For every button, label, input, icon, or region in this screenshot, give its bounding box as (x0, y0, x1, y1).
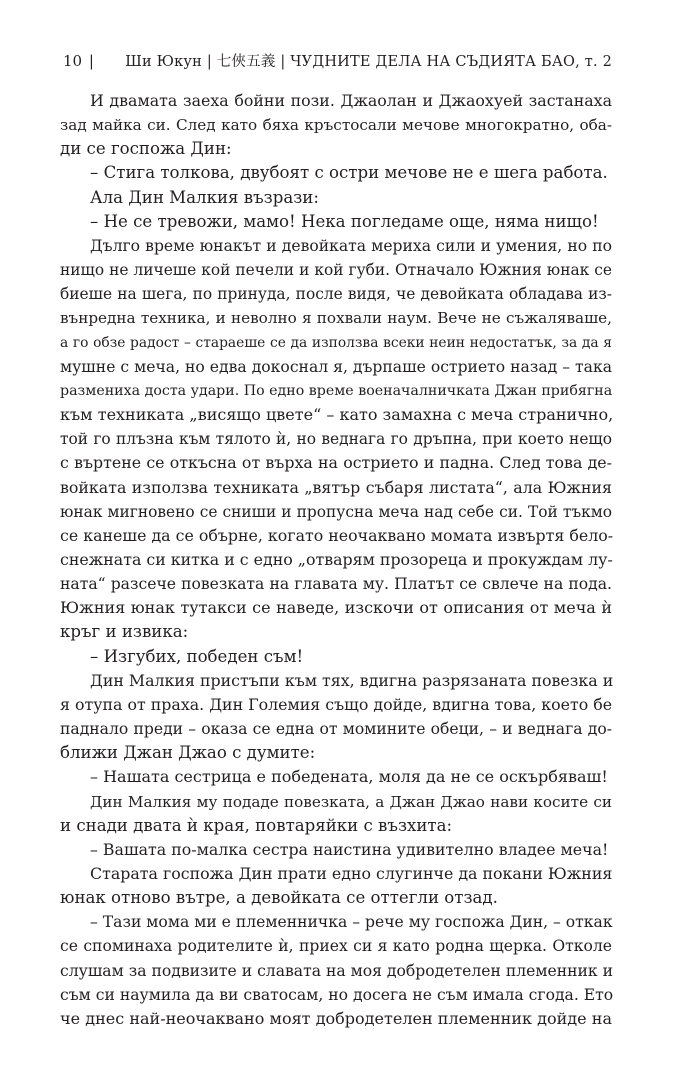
text-line: се канеше да се обърне, когато неочаквано момата извъртя бело- (60, 525, 614, 545)
text-line: Ала Дин Малкия възрази: (90, 187, 319, 207)
page-header (63, 50, 612, 72)
text-line: снежната си китка и с едно „отварям прозореца и прокуждам лу- (60, 549, 613, 569)
text-line: с въртене се откъсна от върха на острието и падна. След това де- (60, 453, 612, 473)
text-line: се споминаха родителите ѝ, приех си я като родна щерка. Отколе (60, 937, 612, 956)
text-line: Дин Малкия му подаде повезката, а Джан Джао нави косите си (90, 792, 612, 811)
text-line: я отупа от праха. Дин Големия също дойде, вдигна това, което бе (60, 694, 613, 714)
text-line: – Нашата сестрица е победената, моля да не се оскърбяваш! (90, 767, 608, 787)
text-line: юнак отново вътре, а девойката се оттегли отзад. (60, 888, 498, 908)
page-number: 10 | (63, 52, 94, 70)
text-line: – Вашата по-малка сестра наистина удивително владее меча! (90, 839, 609, 859)
text-line: Дълго време юнакът и девойката мериха сили и умения, но по (90, 236, 612, 255)
text-line: вънредна техника, и неволно я похвали наум. Вече не съжаляваше, (60, 309, 612, 328)
text-line: размениха доста удари. По едно време военачалничката Джан прибягна (60, 382, 613, 399)
text-line: кръг и извика: (60, 622, 189, 642)
text-line: Южния юнак тутакси се наведе, изскочи от описания от меча ѝ (60, 598, 612, 618)
text-line: паднало преди – оказа се една от момините обеци, – и веднага до- (60, 720, 612, 739)
text-line: Дин Малкия пристъпи към тях, вдигна разрязаната повезка и (90, 670, 614, 690)
text-line: и снади двата ѝ края, повтаряйки с възхита: (60, 815, 453, 835)
text-line: ди се госпожа Дин: (60, 139, 232, 159)
text-line: че днес най-неочаквано моят добродетелен племенник дойде на (60, 1008, 612, 1028)
text-line: слушам за подвизите и славата на моя добродетелен племенник и (60, 961, 613, 980)
text-line: биеше на шега, по принуда, после видя, че девойката обладава из- (60, 285, 612, 304)
text-line: ближи Джан Джао с думите: (60, 743, 316, 763)
text-line: съм си наумила да ви сватосам, но досега не съм имала сгода. Ето (60, 985, 614, 1004)
text-line: мушне с меча, но едва докоснал я, дърпаше острието назад – така (60, 357, 612, 376)
text-line: към техниката „висящо цвете“ – като замахна с меча странично, (60, 405, 614, 425)
text-line: – Тази мома ми е племенничка – рече му госпожа Дин, – откак (90, 913, 613, 932)
text-line: юнак мигновено се сниши и пропусна меча над себе си. Той тъкмо (60, 502, 612, 521)
text-line: нищо не личеше кой печели и кой губи. Отначало Южния юнак се (60, 261, 612, 280)
text-line: И двамата заеха бойни пози. Джаолан и Джаохуей застанаха (90, 91, 612, 110)
body-text (60, 89, 612, 1031)
text-line: ната“ разсече повезката на главата му. Платът се свлече на пода. (60, 575, 612, 594)
text-line: Старата госпожа Дин прати едно слугинче да покани Южния (90, 864, 613, 883)
text-line: зад майка си. След като бяха кръстосали мечове многократно, оба- (60, 116, 612, 135)
running-title: Ши Юкун | 七俠五義 | ЧУДНИТЕ ДЕЛА НА СЪДИЯТА БАО, т. 2 (125, 54, 612, 70)
text-line: – Стига толкова, двубоят с остри мечове не е шега работа. (90, 163, 608, 183)
text-line: а го обзе радост – стараеше се да използва всеки неин недостатък, за да я (60, 334, 612, 351)
text-line: той го плъзна към тялото ѝ, но веднага го дръпна, при което нещо (60, 430, 612, 449)
text-line: – Изгубих, победен съм! (90, 646, 304, 666)
text-line: войката използва техниката „вятър събаря листата“, ала Южния (60, 477, 612, 497)
text-line: – Не се тревожи, мамо! Нека погледаме още, няма нищо! (90, 211, 599, 231)
